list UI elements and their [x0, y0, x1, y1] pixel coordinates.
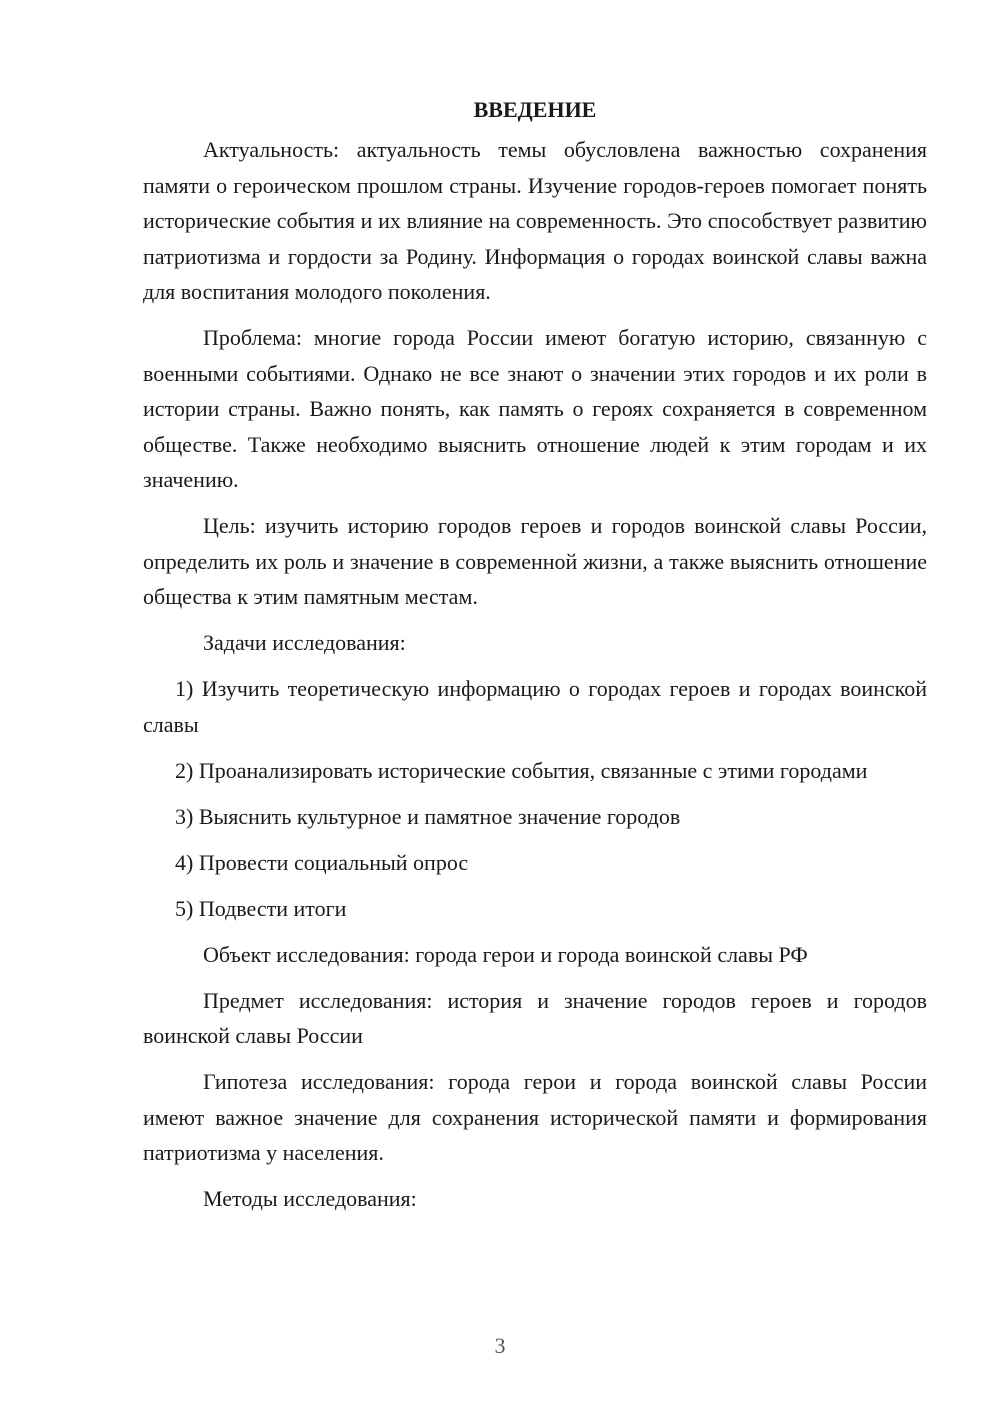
problem-paragraph: Проблема: многие города России имеют богатую историю, связанную с военными событиями. Однако не все знают о значении этих городов и их роли в истории страны. Важно понять, как память о героях сохраняется в современном обществе. Также необходимо выяснить отношение людей к этим городам и их значению.	[143, 325, 927, 492]
tasks-heading: Задачи исследования:	[203, 630, 406, 655]
section-title: ВВЕДЕНИЕ	[473, 97, 597, 122]
methods-heading: Методы исследования:	[203, 1186, 417, 1211]
page-number: 3	[494, 1333, 506, 1358]
task-item-1: 1) Изучить теоретическую информацию о городах героев и городах воинской славы	[143, 676, 927, 737]
subject-paragraph: Предмет исследования: история и значение городов героев и городов воинской славы России	[143, 987, 927, 1048]
task-item-2: 2) Проанализировать исторические события, связанные с этими городами	[175, 757, 868, 783]
hypothesis-paragraph: Гипотеза исследования: города герои и города воинской славы России имеют важное значение для сохранения исторической памяти и формирования патриотизма у населения.	[143, 1069, 927, 1165]
relevance-paragraph: Актуальность: актуальность темы обусловлена важностью сохранения памяти о героическом прошлом страны. Изучение городов-героев помогает понять исторические события и их влияние на современность. Это способствует развитию патриотизма и гордости за Родину. Информация о городах воинской славы важна для воспитания молодого поколения.	[143, 137, 927, 304]
task-item-3: 3) Выяснить культурное и памятное значение городов	[175, 803, 681, 829]
object-paragraph: Объект исследования: города герои и города воинской славы РФ	[203, 941, 808, 967]
document-page	[143, 92, 927, 1227]
goal-paragraph: Цель: изучить историю городов героев и городов воинской славы России, определить их роль и значение в современной жизни, а также выяснить отношение общества к этим памятным местам.	[143, 513, 927, 609]
task-item-5: 5) Подвести итоги	[175, 895, 347, 921]
task-item-4: 4) Провести социальный опрос	[175, 849, 469, 875]
